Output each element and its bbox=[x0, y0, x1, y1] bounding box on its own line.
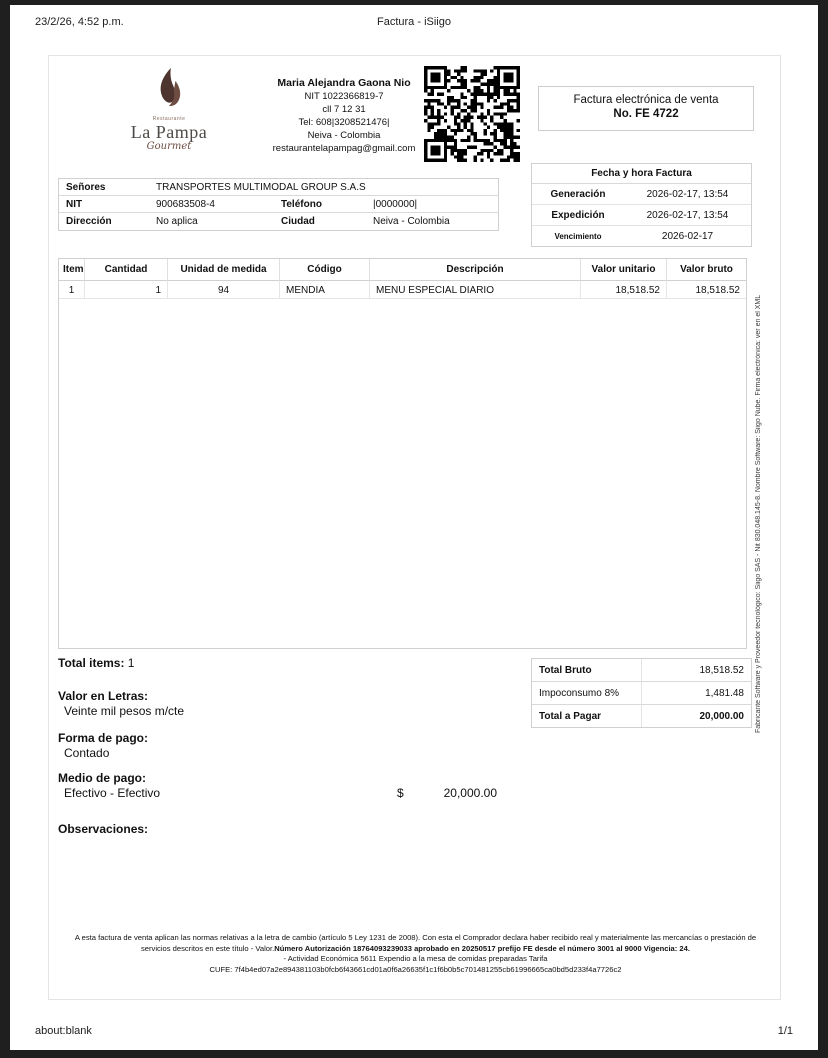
col-header-codigo: Código bbox=[280, 259, 370, 281]
col-header-valor-bruto: Valor bruto bbox=[667, 259, 746, 281]
company-info-block bbox=[239, 77, 449, 155]
actividad-economica-text: - Actividad Económica 5611 Expendio a la mesa de comidas preparadas Tarifa bbox=[283, 954, 548, 963]
date-label: Expedición bbox=[532, 205, 624, 226]
customer-table bbox=[58, 178, 499, 231]
legal-footer bbox=[69, 933, 762, 975]
flame-icon bbox=[101, 66, 237, 116]
customer-label: Teléfono bbox=[274, 196, 366, 213]
forma-pago-label: Forma de pago: bbox=[58, 731, 149, 745]
customer-value: No aplica bbox=[156, 216, 198, 227]
company-email: restaurantelapampag@gmail.com bbox=[272, 143, 416, 154]
items-table-header bbox=[59, 259, 746, 281]
date-label: Generación bbox=[532, 184, 624, 205]
software-provider-note: Fabricante Software y Proveedor tecnológico: Siigo SAS - Nit 830.048.145-8. Nombre Software: Siigo Nube. Firma electrónica: ver en el XML bbox=[755, 294, 762, 733]
col-header-cantidad: Cantidad bbox=[85, 259, 168, 281]
print-footer-page-indicator: 1/1 bbox=[777, 1025, 793, 1037]
col-header-item: Item bbox=[59, 259, 85, 281]
item-row bbox=[59, 281, 746, 299]
item-valor-unitario: 18,518.52 bbox=[581, 281, 667, 299]
total-items-line bbox=[58, 656, 134, 670]
item-cantidad: 1 bbox=[85, 281, 168, 299]
date-label: Vencimiento bbox=[554, 232, 602, 241]
totals-table bbox=[531, 658, 752, 728]
invoice-dates-table bbox=[531, 163, 752, 247]
company-nit: NIT 1022366819-7 bbox=[304, 91, 384, 102]
customer-label: NIT bbox=[59, 196, 149, 213]
col-header-descripcion: Descripción bbox=[370, 259, 581, 281]
total-bruto-label: Total Bruto bbox=[532, 659, 642, 682]
print-header-datetime: 23/2/26, 4:52 p.m. bbox=[35, 16, 124, 28]
print-footer-url: about:blank bbox=[35, 1025, 92, 1037]
qr-code bbox=[424, 66, 520, 162]
date-value: 2026-02-17, 13:54 bbox=[624, 205, 751, 226]
currency-symbol: $ bbox=[397, 786, 404, 800]
company-phone: Tel: 608|3208521476| bbox=[298, 117, 390, 128]
medio-pago-label: Medio de pago: bbox=[58, 771, 146, 785]
invoice-title: Factura electrónica de venta bbox=[573, 94, 719, 106]
dates-table-title: Fecha y hora Factura bbox=[532, 164, 751, 184]
customer-label: Dirección bbox=[66, 216, 112, 227]
restaurant-logo bbox=[101, 66, 237, 152]
item-descripcion: MENU ESPECIAL DIARIO bbox=[370, 281, 581, 299]
col-header-unidad: Unidad de medida bbox=[168, 259, 280, 281]
item-unidad: 94 bbox=[168, 281, 280, 299]
customer-value: 900683508-4 bbox=[149, 196, 274, 213]
cufe-text: CUFE: 7f4b4ed07a2e894381103b0fcb6f43661cd01a0f6a26635f1c1f6b0b5c701481255cb61996665ca0bd5d233f4a7726c2 bbox=[209, 964, 622, 974]
print-header-doc-title: Factura - iSiigo bbox=[377, 16, 451, 28]
logo-gourmet-word: Gourmet bbox=[146, 141, 192, 152]
valor-letras-value: Veinte mil pesos m/cte bbox=[64, 704, 185, 718]
forma-pago-value: Contado bbox=[64, 746, 110, 760]
customer-label: Señores bbox=[59, 179, 149, 196]
valor-letras-label: Valor en Letras: bbox=[58, 689, 149, 703]
medio-pago-value: Efectivo - Efectivo bbox=[64, 786, 161, 800]
total-items-value: 1 bbox=[127, 656, 135, 670]
total-pagar-label: Total a Pagar bbox=[532, 705, 642, 727]
invoice-number: No. FE 4722 bbox=[613, 108, 679, 120]
total-pagar-value: 20,000.00 bbox=[699, 710, 744, 722]
medio-pago-amount: 20,000.00 bbox=[443, 786, 497, 800]
authorization-text: Número Autorización 18764093239033 aprobado en 20250517 prefijo FE desde el número 3001 al 9000 Vigencia: 24. bbox=[274, 943, 690, 953]
company-city: Neiva - Colombia bbox=[307, 130, 381, 141]
logo-name: La Pampa bbox=[130, 122, 208, 142]
total-items-label: Total items: bbox=[58, 656, 125, 670]
customer-value: |0000000| bbox=[366, 196, 498, 213]
print-preview-page bbox=[10, 5, 818, 1050]
legal-text: A esta factura de venta aplican las normas relativas a la letra de cambio (artículo 5 Ley 1231 de 2008). Con esta el Comprador declara haber recibido real y materialmente las mercancías o prestación de servicios descritos en este título - Valor. bbox=[74, 933, 757, 953]
customer-value: Neiva - Colombia bbox=[373, 216, 450, 227]
observaciones-label: Observaciones: bbox=[58, 822, 149, 836]
item-number: 1 bbox=[59, 281, 85, 299]
item-codigo: MENDIA bbox=[280, 281, 370, 299]
invoice-number-box bbox=[538, 86, 754, 131]
date-value: 2026-02-17 bbox=[661, 230, 714, 242]
item-valor-bruto: 18,518.52 bbox=[667, 281, 746, 299]
company-address: cll 7 12 31 bbox=[322, 104, 366, 115]
items-table bbox=[58, 258, 747, 649]
total-bruto-value: 18,518.52 bbox=[642, 659, 751, 682]
medio-pago-line bbox=[64, 786, 504, 800]
impoconsumo-value: 1,481.48 bbox=[642, 682, 751, 705]
impoconsumo-label: Impoconsumo 8% bbox=[532, 682, 642, 705]
invoice-sheet bbox=[48, 55, 781, 1000]
logo-restaurant-word: Restaurante bbox=[152, 116, 186, 122]
date-value: 2026-02-17, 13:54 bbox=[624, 184, 751, 205]
customer-value: TRANSPORTES MULTIMODAL GROUP S.A.S bbox=[149, 179, 498, 196]
company-name: Maria Alejandra Gaona Nio bbox=[277, 77, 411, 89]
col-header-valor-unitario: Valor unitario bbox=[581, 259, 667, 281]
customer-label: Ciudad bbox=[281, 216, 315, 227]
